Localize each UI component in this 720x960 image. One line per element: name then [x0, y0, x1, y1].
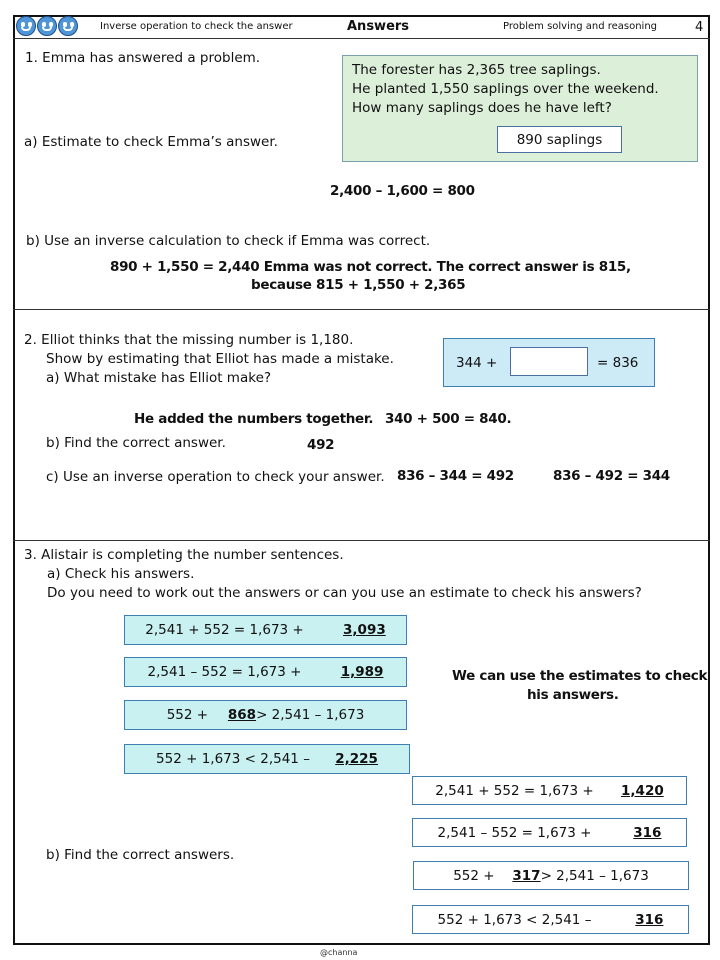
header-divider	[13, 38, 710, 39]
correct-answer: 316	[635, 911, 664, 928]
correct-sentence	[412, 905, 689, 934]
sentence-text: 2,541 + 552 = 1,673 +	[145, 622, 304, 638]
equation-left: 344 +	[456, 355, 498, 371]
sentence-text: 2,541 + 552 = 1,673 +	[435, 782, 594, 799]
q1-part-b: b) Use an inverse calculation to check if Emma was correct.	[26, 233, 431, 249]
estimate-note-line2: his answers.	[527, 687, 619, 703]
q3-line3: Do you need to work out the answers or can you use an estimate to check his answers?	[47, 585, 642, 601]
section-divider	[13, 540, 710, 541]
q2-part-b-answer: 492	[307, 437, 335, 453]
q3-line1: 3. Alistair is completing the number sentences.	[24, 547, 344, 563]
smiley-face-icon	[37, 16, 57, 36]
smiley-face-icon	[16, 16, 36, 36]
q3-part-b: b) Find the correct answers.	[46, 847, 235, 863]
footer-credit: @channa	[320, 948, 358, 957]
section-divider	[13, 309, 710, 310]
correct-answer: 316	[633, 824, 662, 841]
correct-answer: 317	[512, 867, 541, 884]
q1-problem-line: He planted 1,550 saplings over the weekend.	[352, 81, 659, 97]
alistair-sentence	[124, 744, 410, 774]
q1-part-a-answer: 2,400 – 1,600 = 800	[330, 183, 475, 199]
estimate-note-line1: We can use the estimates to check	[452, 668, 708, 684]
alistair-sentence	[124, 615, 407, 645]
correct-sentence	[412, 776, 687, 805]
page-number: 4	[695, 20, 704, 35]
q2-part-c-answer1: 836 – 344 = 492	[397, 468, 514, 484]
emma-answer-box	[497, 126, 622, 153]
q1-problem-box	[342, 55, 698, 162]
missing-number-box	[510, 347, 588, 376]
header-center-title: Answers	[347, 19, 410, 34]
alistair-sentence	[124, 700, 407, 730]
q2-line1: 2. Elliot thinks that the missing number is 1,180.	[24, 332, 354, 348]
q2-answer-a-calc: 340 + 500 = 840.	[385, 411, 512, 427]
sentence-text: 2,541 – 552 = 1,673 +	[437, 824, 592, 841]
alistair-sentence	[124, 657, 407, 687]
q2-part-a: a) What mistake has Elliot make?	[46, 370, 272, 386]
q2-part-c-answer2: 836 – 492 = 344	[553, 468, 670, 484]
correct-sentence	[413, 861, 689, 890]
q1-part-b-answer-line1: 890 + 1,550 = 2,440 Emma was not correct. The correct answer is 815,	[110, 259, 631, 275]
header-right-title: Problem solving and reasoning	[503, 21, 658, 32]
correct-sentence	[412, 818, 687, 847]
q1-problem-line: The forester has 2,365 tree saplings.	[352, 62, 601, 78]
alistair-answer: 2,225	[335, 751, 378, 767]
q1-problem-line: How many saplings does he have left?	[352, 100, 612, 116]
emma-answer: 890 saplings	[516, 131, 603, 148]
q3-part-a: a) Check his answers.	[47, 566, 195, 582]
q1-part-b-answer-line2: because 815 + 1,550 + 2,365	[251, 277, 466, 293]
sentence-text: 552 +	[453, 867, 495, 884]
missing-number-equation	[443, 338, 655, 387]
sentence-text: 552 + 1,673 < 2,541 –	[437, 911, 592, 928]
smiley-face-icon	[58, 16, 78, 36]
alistair-answer: 1,989	[340, 664, 384, 680]
q2-part-c: c) Use an inverse operation to check your answer.	[46, 469, 385, 485]
sentence-text: 552 + 1,673 < 2,541 –	[156, 751, 310, 767]
sentence-text: > 2,541 – 1,673	[540, 867, 649, 884]
alistair-answer: 868	[227, 707, 257, 723]
q1-intro: 1. Emma has answered a problem.	[25, 50, 261, 66]
alistair-answer: 3,093	[343, 622, 386, 638]
correct-answer: 1,420	[621, 782, 664, 799]
equation-right: = 836	[597, 355, 639, 371]
sentence-text: > 2,541 – 1,673	[256, 707, 365, 723]
header-left-title: Inverse operation to check the answer	[100, 21, 293, 32]
sentence-text: 2,541 – 552 = 1,673 +	[147, 664, 302, 680]
q2-line2: Show by estimating that Elliot has made a mistake.	[46, 351, 394, 367]
sentence-text: 552 +	[166, 707, 209, 723]
q2-answer-a-text: He added the numbers together.	[134, 411, 374, 427]
q1-part-a: a) Estimate to check Emma’s answer.	[24, 134, 278, 150]
q2-part-b: b) Find the correct answer.	[46, 435, 226, 451]
